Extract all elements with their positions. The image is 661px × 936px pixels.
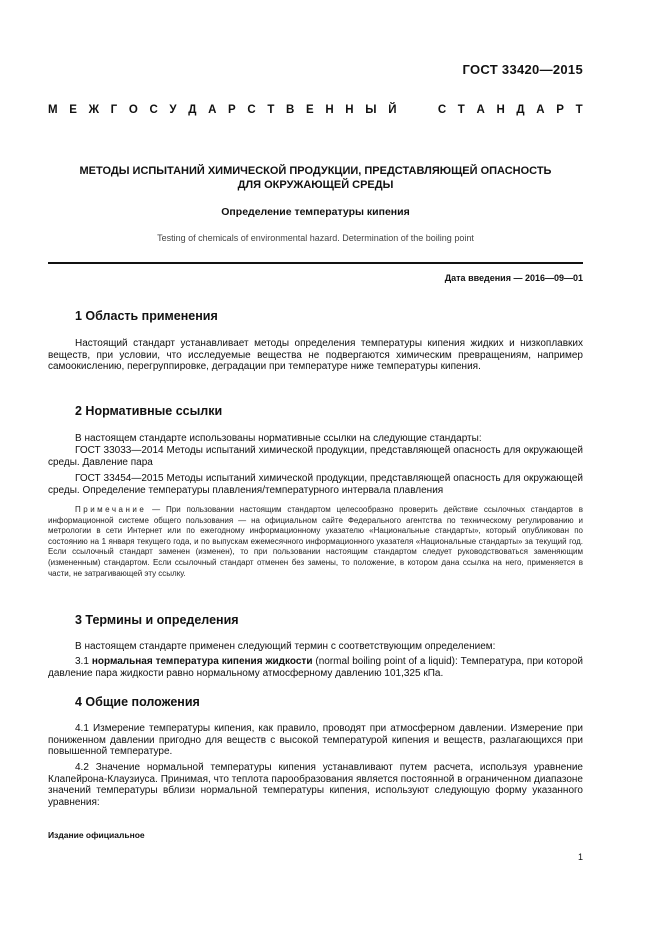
interstate-letter: В [286, 104, 295, 116]
term-number: 3.1 [75, 656, 92, 667]
term-definition: (normal boiling point of a liquid): Температура, при которой давление пара жидкости равно нормальному атмосферному давлению 101,325 кПа. [48, 656, 583, 679]
document-title [48, 164, 583, 192]
note-text: — При пользовании настоящим стандартом целесообразно проверить действие ссылочных стандартов в информационной системе общего пользования — на официальном сайте Федерального агентства по техническому регулированию и метрологии в сети Интернет или по ежегодному информационному указателю «Национальные стандарты», который опубликован по состоянию на 1 января текущего года, и по выпускам ежемесячного информационного указателя «Национальные стандарты» за текущий год. Если ссылочный стандарт заменен (изменен), то при пользовании настоящим стандартом следует руководствоваться заменяющим (измененным) стандартом. Если ссылочный стандарт отменен без замены, то положение, в котором дана ссылка на него, применяется в части, не затрагивающей эту ссылку. [48, 505, 583, 578]
interstate-letter: Н [325, 104, 334, 116]
interstate-letter: Д [516, 104, 525, 116]
english-title: Testing of chemicals of environmental hazard. Determination of the boiling point [157, 233, 474, 243]
interstate-standard-label [48, 104, 583, 116]
section-2-note [48, 505, 583, 579]
term-name: нормальная температура кипения жидкости [91, 656, 313, 667]
interstate-letter: С [149, 104, 158, 116]
section-2-heading: 2 Нормативные ссылки [75, 404, 223, 418]
section-2-reference-2: ГОСТ 33454—2015 Методы испытаний химической продукции, представляющей опасность для окружающей среды. Определение температуры плавления/температурного интервала плавления [48, 473, 583, 496]
interstate-letter: Р [556, 104, 564, 116]
section-2-reference-1: ГОСТ 33033—2014 Методы испытаний химической продукции, представляющей опасность для окружающей среды. Давление пара [48, 445, 583, 468]
interstate-letter: М [48, 104, 58, 116]
section-4-paragraph-1: 4.1 Измерение температуры кипения, как правило, проводят при атмосферном давлении. Измерение при пониженном давлении пригодно для веществ с высокой температурой кипения и веществ, разлагающихся при повышенной температуре. [48, 723, 583, 758]
note-label: Примечание [75, 505, 147, 514]
interstate-letter [423, 104, 426, 116]
interstate-letter: Е [69, 104, 77, 116]
document-subtitle: Определение температуры кипения [221, 206, 410, 218]
interstate-letter: Ж [88, 104, 99, 116]
interstate-letter: Т [575, 104, 583, 116]
section-3-heading: 3 Термины и определения [75, 613, 239, 627]
interstate-letter: Ы [365, 104, 377, 116]
title-divider [48, 262, 583, 264]
interstate-letter: А [208, 104, 217, 116]
interstate-letter: А [476, 104, 485, 116]
section-4-heading: 4 Общие положения [75, 695, 200, 709]
section-2-paragraph-1: В настоящем стандарте использованы нормативные ссылки на следующие стандарты: [75, 433, 482, 444]
title-line-1: МЕТОДЫ ИСПЫТАНИЙ ХИМИЧЕСКОЙ ПРОДУКЦИИ, ПРЕДСТАВЛЯЮЩЕЙ ОПАСНОСТЬ [79, 165, 552, 177]
section-1-heading: 1 Область применения [75, 309, 218, 323]
section-1-paragraph: Настоящий стандарт устанавливает методы определения температуры кипения жидких и низкоплавких веществ, при условии, что исследуемые вещества не подвергаются химическим превращениям, например самоокислению, перегруппировке, деградации при температуре ниже температуры кипения. [48, 338, 583, 373]
section-4-paragraph-2: 4.2 Значение нормальной температуры кипения устанавливают путем расчета, используя уравнение Клапейрона-Клаузиуса. Принимая, что теплота парообразования является постоянной в ограниченном диапазоне значений температуры вблизи нормальной температуры кипения, используют следующую форму указанного уравнения: [48, 762, 583, 808]
interstate-letter: Е [306, 104, 314, 116]
interstate-letter: О [128, 104, 138, 116]
title-line-2: ДЛЯ ОКРУЖАЮЩЕЙ СРЕДЫ [237, 179, 394, 191]
interstate-letter: С [247, 104, 256, 116]
section-3-paragraph: В настоящем стандарте применен следующий термин с соответствующим определением: [75, 641, 496, 652]
interstate-letter: Г [110, 104, 118, 116]
page-number: 1 [577, 852, 583, 862]
interstate-letter: У [169, 104, 177, 116]
interstate-letter: Т [267, 104, 275, 116]
standard-number: ГОСТ 33420—2015 [462, 62, 583, 77]
official-edition-label: Издание официальное [48, 830, 145, 840]
introduction-date: Дата введения — 2016—09—01 [444, 273, 583, 283]
interstate-letter: Д [188, 104, 197, 116]
section-3-term-entry [48, 656, 583, 679]
interstate-letter: Т [457, 104, 465, 116]
interstate-letter [408, 104, 411, 116]
interstate-letter: Й [388, 104, 397, 116]
interstate-letter: С [437, 104, 447, 116]
interstate-letter: Н [496, 104, 505, 116]
interstate-letter: А [536, 104, 545, 116]
interstate-letter: Р [228, 104, 236, 116]
interstate-letter: Н [345, 104, 354, 116]
